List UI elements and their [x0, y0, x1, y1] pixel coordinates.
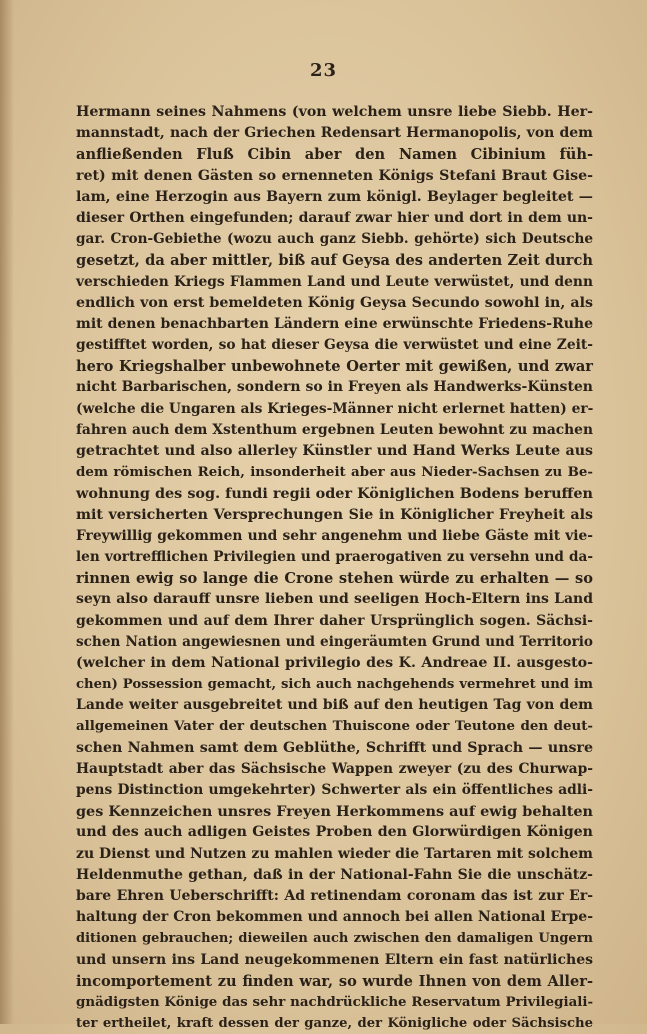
text-line: Hermann seines Nahmens (von welchem unsre liebe Siebb. Her-	[76, 104, 593, 120]
text-line: mannstadt, nach der Griechen Redensart Hermanopolis, von dem	[76, 125, 593, 142]
text-line: ditionen gebrauchen; dieweilen auch zwischen den damaligen Ungern	[76, 931, 593, 947]
text-line: zu Dienst und Nutzen zu mahlen wieder die Tartaren mit solchem	[76, 845, 593, 862]
text-line: nicht Barbarischen, sondern so in Freyen als Handwerks-Künsten	[76, 379, 593, 396]
text-line: dieser Orthen eingefunden; darauf zwar hier und dort in dem un-	[76, 209, 593, 226]
text-line: Freywillig gekommen und sehr angenehm und liebe Gäste mit vie-	[76, 527, 593, 544]
text-line: schen Nahmen samt dem Geblüthe, Schrifft und Sprach — unsre	[76, 739, 593, 756]
text-line: Heldenmuthe gethan, daß in der National-Fahn Sie die unschätz-	[76, 866, 593, 883]
body-text	[76, 102, 593, 1034]
text-line: mit versicherten Versprechungen Sie in Königlicher Freyheit als	[76, 506, 593, 523]
text-line: seyn also darauff unsre lieben und seeligen Hoch-Eltern ins Land	[76, 591, 593, 608]
text-line: gnädigsten Könige das sehr nachdrückliche Reservatum Privilegiali-	[76, 993, 593, 1010]
text-line: gar. Cron-Gebiethe (wozu auch ganz Siebb. gehörte) sich Deutsche	[76, 231, 593, 248]
text-line: endlich von erst bemeldeten König Geysa Secundo sowohl in, als	[76, 294, 593, 311]
text-line: bare Ehren Ueberschrifft: Ad retinendam coronam das ist zur Er-	[76, 887, 593, 904]
text-line: wohnung des sog. fundi regii oder Königlichen Bodens beruffen	[76, 485, 593, 503]
text-line: ter ertheilet, kraft dessen der ganze, der Königliche oder Sächsische	[76, 1016, 593, 1032]
text-line: gekommen und auf dem Ihrer daher Ursprünglich sogen. Sächsi-	[76, 612, 593, 629]
text-line: ges Kennzeichen unsres Freyen Herkommens auf ewig behalten	[76, 803, 593, 821]
text-line: allgemeinen Vater der deutschen Thuiscone oder Teutone den deut-	[76, 718, 593, 735]
text-line: anfließenden Fluß Cibin aber den Namen Cibinium füh-	[76, 146, 593, 164]
text-line: haltung der Cron bekommen und annoch bei allen National Erpe-	[76, 909, 593, 926]
text-line: lam, eine Herzogin aus Bayern zum königl. Beylager begleitet —	[76, 188, 593, 205]
text-line: gesetzt, da aber mittler, biß auf Geysa des anderten Zeit durch	[76, 252, 593, 270]
text-line: Hauptstadt aber das Sächsische Wappen zweyer (zu des Churwap-	[76, 760, 593, 777]
text-line: (welcher in dem National privilegio des K. Andreae II. ausgesto-	[76, 654, 593, 671]
text-line: (welche die Ungaren als Krieges-Männer nicht erlernet hatten) er-	[76, 400, 594, 417]
text-line: incomportement zu finden war, so wurde Ihnen von dem Aller-	[76, 972, 593, 990]
page-number: 23	[309, 60, 338, 81]
text-line: chen) Possession gemacht, sich auch nachgehends vermehret und im	[76, 677, 593, 693]
text-line: pens Distinction umgekehrter) Schwerter als ein öffentliches adli-	[76, 782, 593, 798]
text-line: schen Nation angewiesnen und eingeräumten Grund und Territorio	[76, 633, 593, 650]
text-line: mit denen benachbarten Ländern eine erwünschte Friedens-Ruhe	[76, 315, 593, 332]
text-line: hero Kriegshalber unbewohnete Oerter mit gewißen, und zwar	[76, 358, 593, 376]
text-line: und des auch adligen Geistes Proben den Glorwürdigen Königen	[76, 824, 593, 841]
text-line: verschieden Kriegs Flammen Land und Leute verwüstet, und denn	[76, 273, 593, 290]
text-line: dem römischen Reich, insonderheit aber aus Nieder-Sachsen zu Be-	[76, 464, 593, 481]
text-line: Lande weiter ausgebreitet und biß auf den heutigen Tag von dem	[76, 697, 593, 714]
text-line: ret) mit denen Gästen so ernenneten Königs Stefani Braut Gise-	[76, 167, 593, 184]
text-line: und unsern ins Land neugekommenen Eltern ein fast natürliches	[76, 951, 593, 968]
text-line: fahren auch dem Xstenthum ergebnen Leuten bewohnt zu machen	[76, 421, 593, 438]
text-line: len vortrefflichen Privilegien und praerogativen zu versehn und da-	[76, 548, 593, 565]
text-line: gestifftet worden, so hat dieser Geysa die verwüstet und eine Zeit-	[76, 337, 593, 354]
page-spine-shadow	[0, 0, 14, 1024]
text-line: rinnen ewig so lange die Crone stehen würde zu erhalten — so	[76, 570, 593, 588]
text-line: getrachtet und also allerley Künstler und Hand Werks Leute aus	[76, 443, 593, 459]
